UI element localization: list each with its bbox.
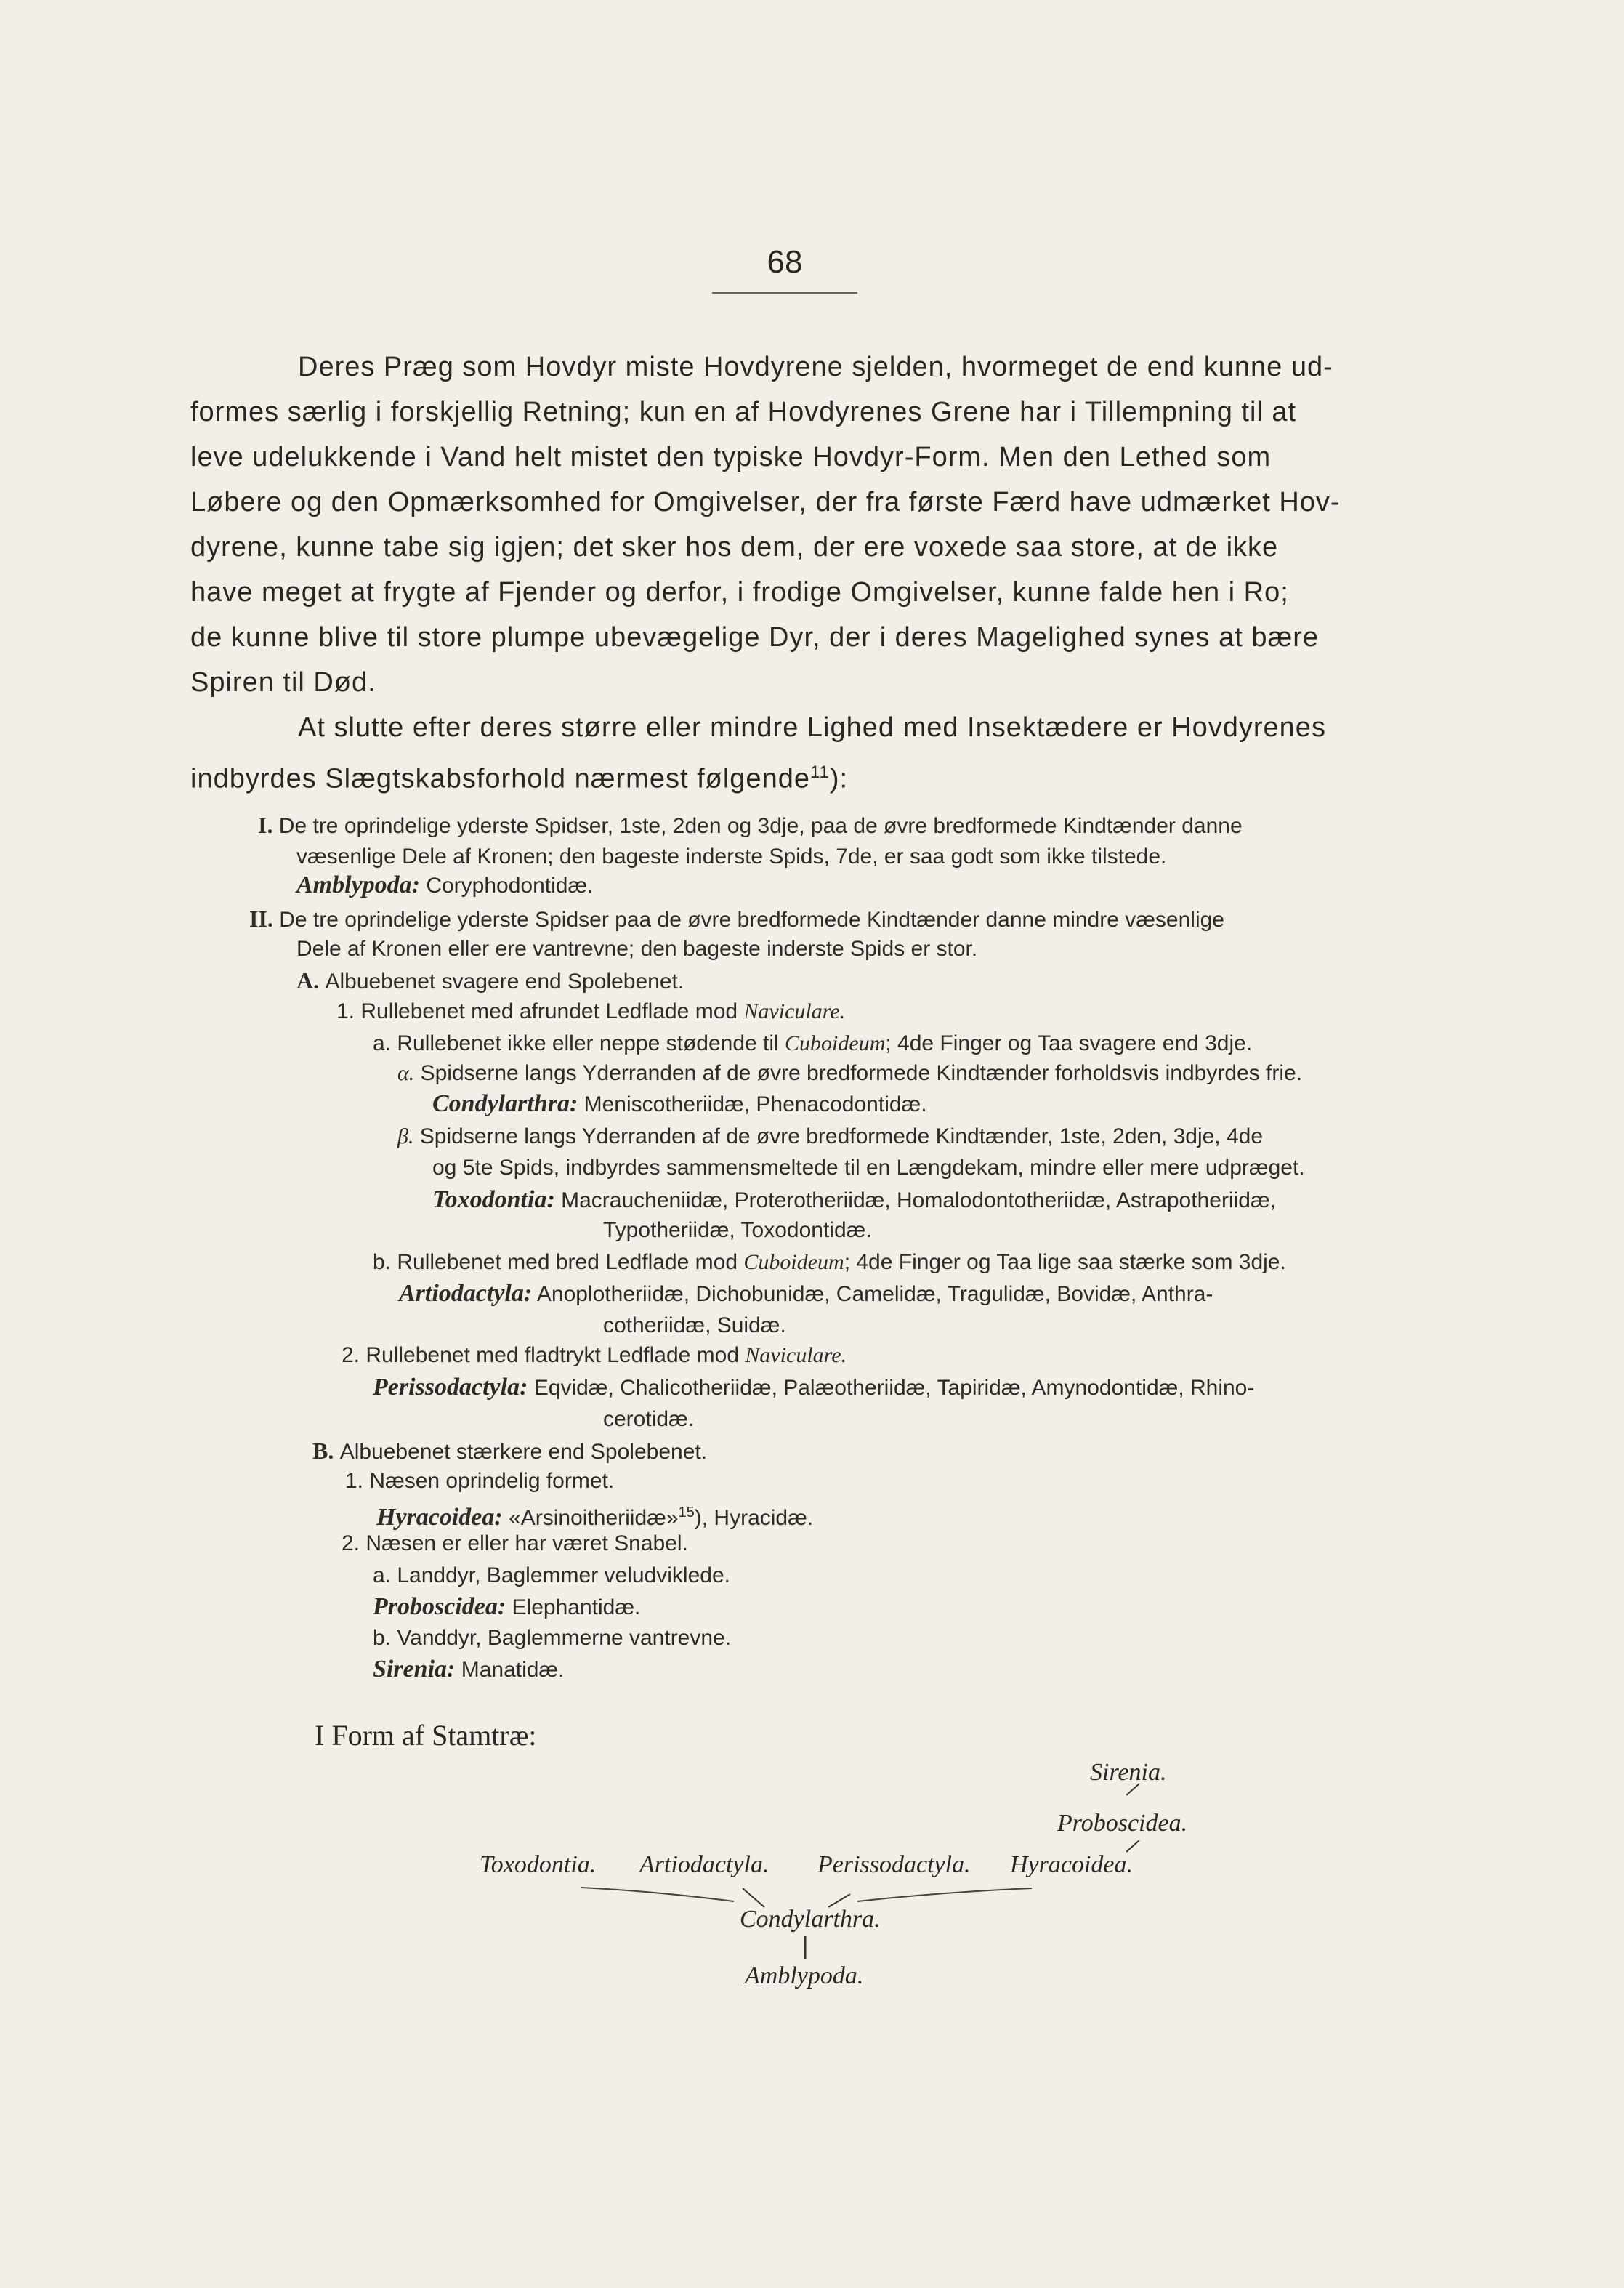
text-line: de kunne blive til store plumpe ubevægelige Dyr, der i deres Magelighed synes at bære (190, 622, 1320, 653)
text-segment: ): (829, 763, 849, 794)
taxon-name: Proboscidea: (373, 1593, 506, 1620)
italic-term: Naviculare. (743, 999, 846, 1023)
text-segment: Albuebenet stærkere end Spolebenet. (339, 1440, 708, 1464)
text-line: formes særlig i forskjellig Retning; kun en af Hovdyrenes Grene har i Tillempning til at (190, 397, 1297, 427)
taxon-name: Sirenia: (373, 1656, 456, 1683)
italic-term: Naviculare. (745, 1343, 847, 1367)
text-line: have meget at frygte af Fjender og derfor, i frodige Omgivelser, kunne falde hen i Ro; (190, 577, 1289, 608)
family-list: Anoplotheriidæ, Dichobunidæ, Camelidæ, Tragulidæ, Bovidæ, Anthra- (536, 1282, 1213, 1306)
text-segment: Rullebenet med bred Ledflade mod (397, 1250, 738, 1274)
taxon-name: Amblypoda: (296, 871, 420, 898)
tree-title: I Form af Stamtræ: (315, 1719, 537, 1752)
family-list: Meniscotheriidæ, Phenacodontidæ. (583, 1092, 927, 1116)
family-list: Coryphodontidæ. (426, 874, 594, 898)
key-beta-families: Typotheriidæ, Toxodontidæ. (603, 1218, 872, 1242)
connector-hyracoidea (857, 1888, 1032, 1901)
text-segment: Albuebenet svagere end Spolebenet. (325, 970, 684, 994)
section-letter: B. (312, 1438, 334, 1464)
connector-hyracoidea-proboscidea (1126, 1840, 1139, 1852)
tree-node-condylarthra: Condylarthra. (740, 1906, 881, 1933)
item-number: 1. (336, 999, 355, 1023)
family-list: «Arsinoitheriidæ» (509, 1506, 679, 1530)
text-segment: De tre oprindelige yderste Spidser, 1ste, 2den og 3dje, paa de øvre bredformede Kindtænder danne (278, 814, 1243, 838)
text-segment: indbyrdes Slægtskabsforhold nærmest følgende (190, 763, 810, 794)
taxon-name: Perissodactyla: (373, 1374, 528, 1401)
connector-artiodactyla (743, 1888, 764, 1907)
footnote-ref: 11 (809, 762, 830, 782)
roman-numeral: II. (249, 906, 273, 932)
footnote-ref: 15 (678, 1504, 695, 1520)
family-list: Elephantidæ. (512, 1595, 641, 1619)
item-letter: a. (373, 1031, 392, 1055)
text-segment: Vanddyr, Baglemmerne vantrevne. (397, 1626, 732, 1650)
item-number: 1. (345, 1469, 364, 1493)
greek-letter: β. (397, 1124, 414, 1148)
item-number: 2. (342, 1343, 360, 1367)
italic-term: Cuboideum (743, 1250, 844, 1274)
text-line: Løbere og den Opmærksomhed for Omgivelser, der fra første Færd have udmærket Hov- (190, 487, 1341, 517)
text-segment: Næsen er eller har været Snabel. (365, 1531, 688, 1555)
text-line: Spiren til Død. (190, 667, 376, 698)
family-list: Eqvidæ, Chalicotheriidæ, Palæotheriidæ, Tapiridæ, Amynodontidæ, Rhino- (533, 1376, 1255, 1400)
item-letter: b. (373, 1250, 392, 1274)
text-segment: ; 4de Finger og Taa lige saa stærke som 3dje. (844, 1250, 1286, 1274)
greek-letter: α. (397, 1061, 415, 1085)
family-list: ), Hyracidæ. (694, 1506, 814, 1530)
taxon-name: Toxodontia: (432, 1186, 555, 1213)
section-letter: A. (296, 967, 320, 994)
text-segment: ; 4de Finger og Taa svagere end 3dje. (885, 1031, 1253, 1055)
text-line: leve udelukkende i Vand helt mistet den typiske Hovdyr-Form. Men den Lethed som (190, 442, 1272, 472)
text-line: dyrene, kunne tabe sig igjen; det sker hos dem, der ere voxede saa store, at de ikke (190, 532, 1279, 563)
text-segment: De tre oprindelige yderste Spidser paa de øvre bredformede Kindtænder danne mindre væsenlige (279, 908, 1224, 932)
family-list: Manatidæ. (461, 1658, 565, 1682)
roman-numeral: I. (258, 812, 273, 838)
text-line: Deres Præg som Hovdyr miste Hovdyrene sjelden, hvormeget de end kunne ud- (298, 352, 1333, 382)
taxon-name: Hyracoidea: (376, 1504, 503, 1531)
text-segment: Spidserne langs Yderranden af de øvre bredformede Kindtænder forholdsvis indbyrdes frie. (420, 1061, 1303, 1085)
key-beta-line2: og 5te Spids, indbyrdes sammensmeltede til en Længdekam, mindre eller mere udpræget. (432, 1156, 1305, 1180)
text-segment: Rullebenet med fladtrykt Ledflade mod (365, 1343, 740, 1367)
text-segment: Rullebenet ikke eller neppe stødende til (397, 1031, 779, 1055)
text-segment: Landdyr, Baglemmer veludviklede. (397, 1563, 730, 1587)
tree-node-toxodontia: Toxodontia. (480, 1851, 597, 1878)
item-letter: b. (373, 1626, 392, 1650)
tree-node-proboscidea: Proboscidea. (1057, 1810, 1188, 1837)
taxon-name: Artiodactyla: (399, 1280, 533, 1307)
item-number: 2. (342, 1531, 360, 1555)
tree-node-amblypoda: Amblypoda. (745, 1962, 864, 1989)
key-A2-families: cerotidæ. (603, 1407, 695, 1431)
connector-toxodontia (581, 1888, 734, 1901)
text-segment: Spidserne langs Yderranden af de øvre bredformede Kindtænder, 1ste, 2den, 3dje, 4de (419, 1124, 1264, 1148)
tree-node-hyracoidea: Hyracoidea. (1010, 1851, 1134, 1878)
tree-node-sirenia: Sirenia. (1090, 1759, 1167, 1786)
key-A1b-families: cotheriidæ, Suidæ. (603, 1313, 786, 1337)
key-I-line2: væsenlige Dele af Kronen; den bageste inderste Spids, 7de, er saa godt som ikke tilstede. (296, 845, 1167, 869)
text-segment: Næsen oprindelig formet. (369, 1469, 615, 1493)
taxon-name: Condylarthra: (432, 1090, 578, 1117)
tree-node-perissodactyla: Perissodactyla. (817, 1851, 971, 1878)
item-letter: a. (373, 1563, 392, 1587)
italic-term: Cuboideum (785, 1031, 886, 1055)
text-line: At slutte efter deres større eller mindre Lighed med Insektædere er Hovdyrenes (298, 712, 1326, 743)
text-segment: Rullebenet med afrundet Ledflade mod (360, 999, 738, 1023)
key-II-line2: Dele af Kronen eller ere vantrevne; den bageste inderste Spids er stor. (296, 937, 978, 961)
family-list: Macraucheniidæ, Proterotheriidæ, Homalodontotheriidæ, Astrapotheriidæ, (561, 1188, 1276, 1212)
tree-node-artiodactyla: Artiodactyla. (639, 1851, 769, 1878)
page-number: 68 (767, 244, 803, 280)
